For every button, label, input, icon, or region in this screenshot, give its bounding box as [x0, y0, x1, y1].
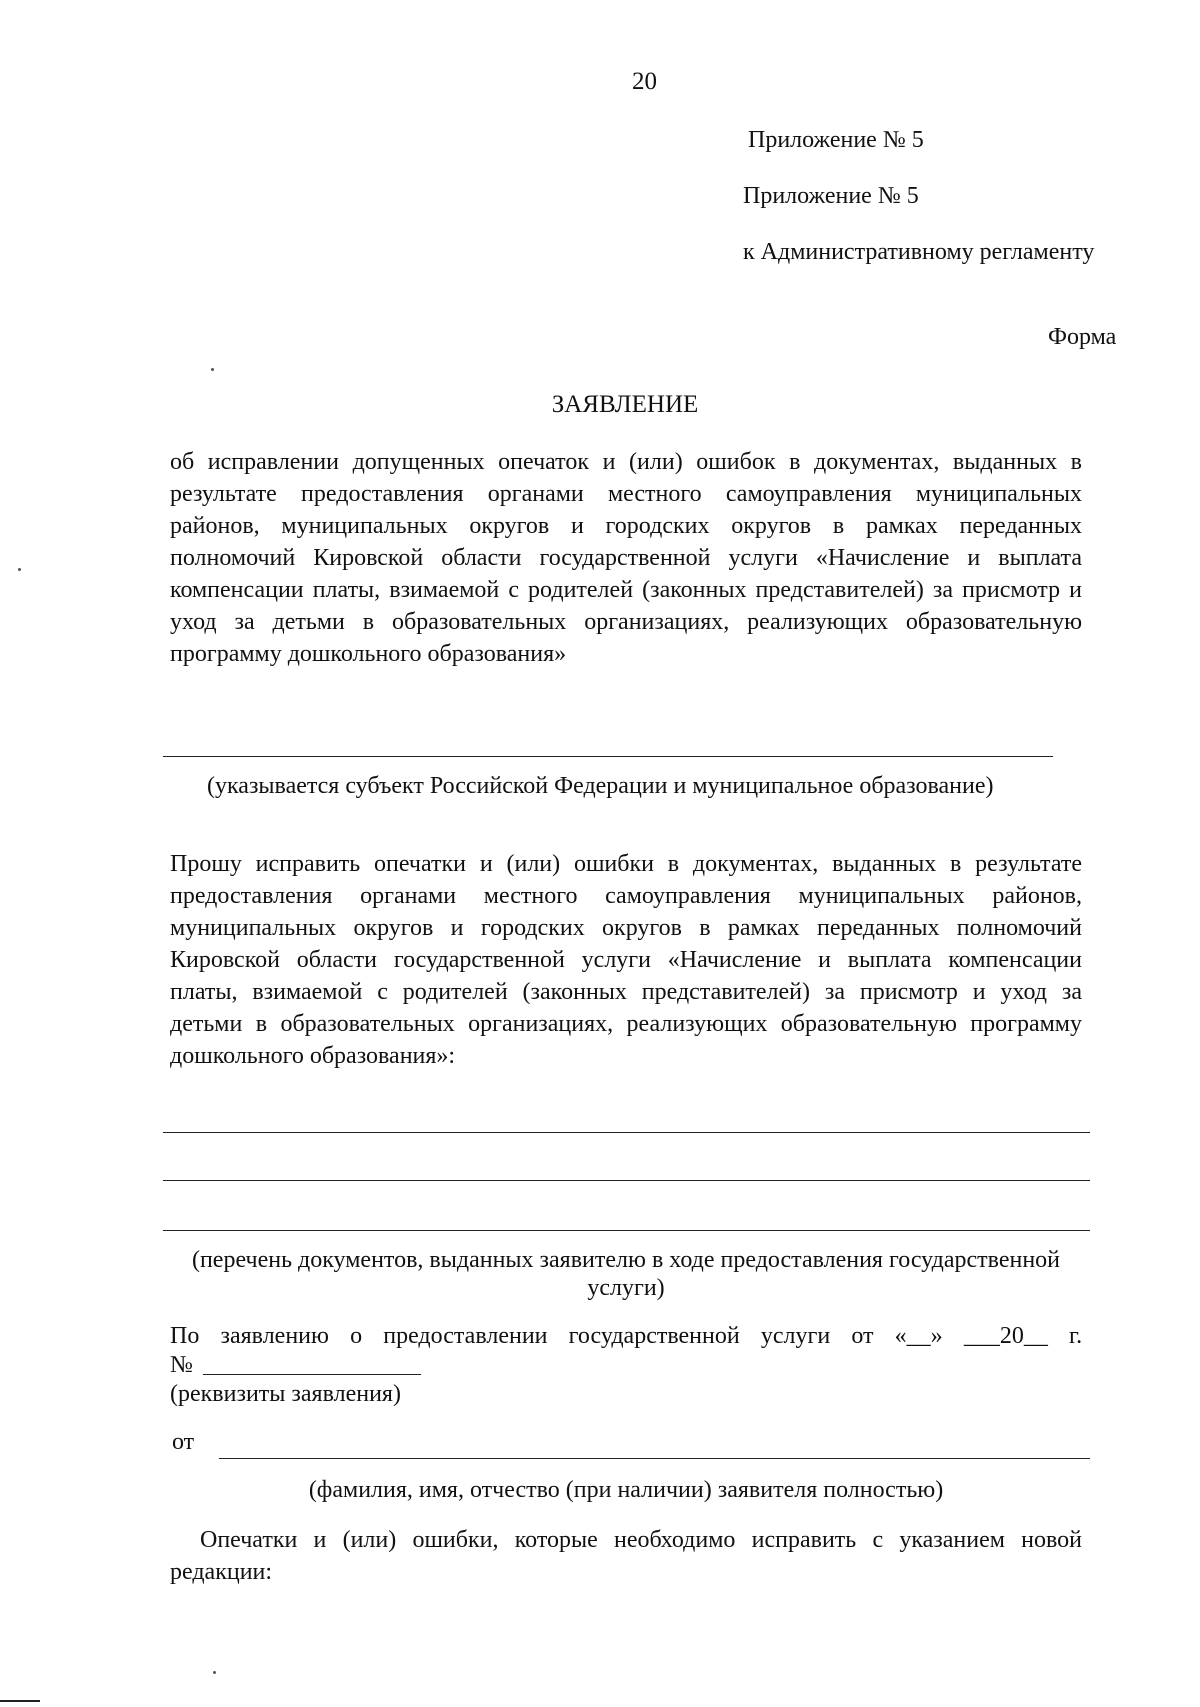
documents-field-line-1[interactable]: [163, 1132, 1090, 1133]
subtitle-line: компенсации платы, взимаемой с родителей (законных представителей) за присмотр и: [170, 577, 1082, 603]
errors-line: редакции:: [170, 1559, 273, 1585]
app-word: заявлению: [220, 1323, 329, 1349]
subject-caption: (указывается субъект Российской Федерации и муниципальное образование): [207, 773, 994, 799]
request-line: Кировской области государственной услуги «Начисление и выплата компенсации: [170, 947, 1082, 973]
subtitle-line: полномочий Кировской области государственной услуги «Начисление и выплата: [170, 545, 1082, 571]
scan-speck: [211, 368, 214, 371]
app-word: услуги: [760, 1323, 831, 1349]
subtitle-line: об исправлении допущенных опечаток и (или) ошибок в документах, выданных в: [170, 449, 1082, 475]
application-day-field[interactable]: «__»: [894, 1323, 943, 1349]
documents-field-line-3[interactable]: [163, 1230, 1090, 1231]
documents-field-line-2[interactable]: [163, 1180, 1090, 1181]
regulation-reference: к Административному регламенту: [743, 239, 1095, 265]
app-word: от: [851, 1323, 874, 1349]
from-label: от: [172, 1429, 195, 1455]
request-line: дошкольного образования»:: [170, 1043, 456, 1069]
subject-field-line[interactable]: [163, 756, 1053, 757]
request-line: предоставления органами местного самоуправления муниципальных районов,: [170, 883, 1082, 909]
application-line: [170, 1320, 1082, 1352]
scan-speck: [18, 568, 21, 571]
app-word: По: [170, 1323, 200, 1349]
app-word: о: [350, 1323, 363, 1349]
app-word: государственной: [568, 1323, 740, 1349]
document-title: ЗАЯВЛЕНИЕ: [551, 391, 699, 418]
form-label: Форма: [1048, 324, 1117, 350]
appendix-label-repeat: Приложение № 5: [743, 183, 919, 209]
app-word: предоставлении: [383, 1323, 548, 1349]
appendix-label: Приложение № 5: [748, 127, 924, 153]
errors-line: Опечатки и (или) ошибки, которые необходимо исправить с указанием новой: [200, 1527, 1082, 1553]
subtitle-line: результате предоставления органами местного самоуправления муниципальных: [170, 481, 1082, 507]
scan-speck: [213, 1671, 216, 1674]
page-number: 20: [632, 68, 657, 95]
request-line: платы, взимаемой с родителей (законных представителей) за присмотр и уход за: [170, 979, 1082, 1005]
application-year-field[interactable]: ___20__: [963, 1323, 1048, 1349]
documents-caption-continued: услуги): [587, 1275, 665, 1301]
applicant-caption: (фамилия, имя, отчество (при наличии) заявителя полностью): [308, 1477, 944, 1503]
request-line: муниципальных округов и городских округов в рамках переданных полномочий: [170, 915, 1082, 941]
subtitle-line: уход за детьми в образовательных организациях, реализующих образовательную: [170, 609, 1082, 635]
documents-caption: (перечень документов, выданных заявителю в ходе предоставления государственной: [191, 1247, 1061, 1273]
scan-edge-mark: [0, 1700, 40, 1702]
app-word: г.: [1068, 1323, 1083, 1349]
request-line: Прошу исправить опечатки и (или) ошибки в документах, выданных в результате: [170, 851, 1082, 877]
request-line: детьми в образовательных организациях, реализующих образовательную программу: [170, 1011, 1082, 1037]
number-label: №: [170, 1352, 193, 1378]
requisites-caption: (реквизиты заявления): [170, 1381, 401, 1407]
applicant-field-line[interactable]: [219, 1458, 1090, 1459]
subtitle-line: программу дошкольного образования»: [170, 641, 567, 667]
subtitle-line: районов, муниципальных округов и городских округов в рамках переданных: [170, 513, 1082, 539]
number-field-line[interactable]: [203, 1374, 421, 1375]
